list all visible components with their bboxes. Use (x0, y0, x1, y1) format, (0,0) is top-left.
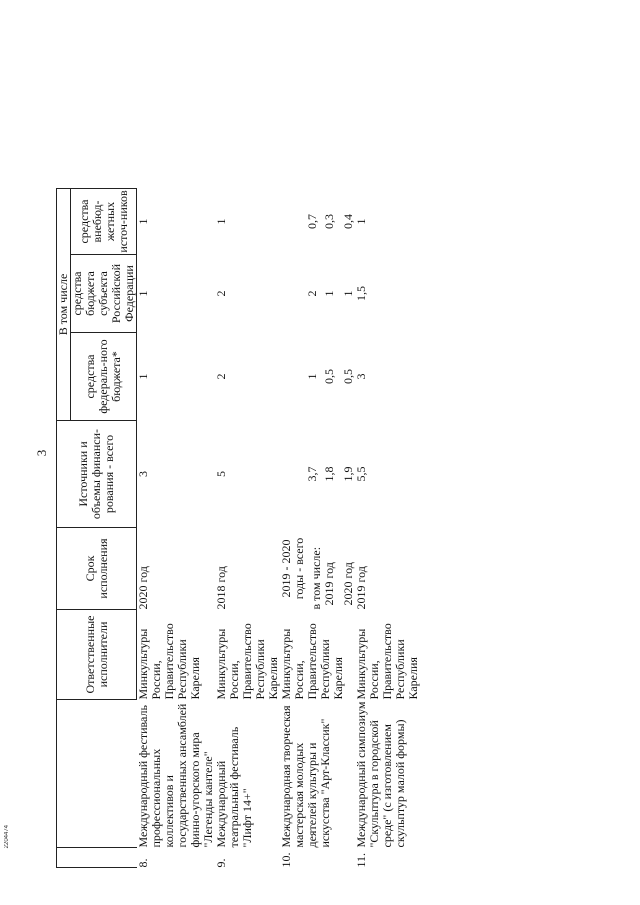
row-total-block (280, 421, 355, 528)
row-subject: 2 (304, 290, 319, 297)
row-extra: 1 (353, 218, 368, 225)
row-subject-block (280, 255, 355, 333)
row-federal: 1 (136, 373, 150, 380)
header-federal: средства федераль-ного бюджета* (71, 333, 137, 421)
row-term-block (280, 528, 355, 610)
document-stamp: 2204474 (4, 825, 10, 849)
row-extra-block (280, 189, 355, 255)
header-name (57, 700, 137, 848)
row-term: 2020 год (136, 566, 150, 610)
row-executors: Минкультуры России, Правительство Республики Карелия (278, 623, 345, 700)
row-executors: Минкультуры России, Правительство Республики Карелия (353, 623, 420, 700)
row-name: Международный симпозиум "Скульптура в городской среде" (с изготовлением скульптур малой формы) (353, 701, 407, 848)
row-number: 8. (135, 858, 150, 868)
row-term: 2018 год (213, 566, 228, 610)
row-federal: 2 (213, 373, 228, 380)
program-table (56, 188, 420, 868)
row-subject: 2 (213, 290, 228, 297)
header-total: Источники и объемы финанси-рования - всего (57, 421, 137, 528)
row-name: Международный фестиваль профессиональных коллективов и государственных ансамблей финно-угорского мира "Легенды кантеле" (135, 703, 215, 848)
header-subject: средства бюджета субъекта Российской Федерации (71, 255, 137, 333)
row-subject: 1 (136, 290, 150, 297)
row-subject: 1,5 (353, 286, 368, 301)
row-total: 3,7 (304, 466, 319, 482)
row-federal-block (280, 333, 355, 421)
row-name: Международная творческая мастерская молодых деятелей культуры и искусства "Арт-Классик" (278, 705, 332, 848)
sub-term-2020: 2020 год (340, 562, 355, 606)
row-term: 2019 год (353, 566, 368, 610)
row-executors: Минкультуры России, Правительство Республики Карелия (213, 623, 280, 700)
row-total: 5,5 (353, 466, 368, 482)
sub-federal-2020: 0,5 (340, 369, 355, 384)
row-number: 10. (278, 852, 293, 868)
row-total: 5 (213, 471, 228, 477)
table-row (280, 189, 355, 868)
row-total: 3 (136, 471, 150, 477)
header-executors: Ответственные исполнители (57, 610, 137, 700)
sub-extra-2020: 0,4 (340, 214, 355, 229)
rotated-page (28, 38, 628, 868)
sub-subject-2019: 1 (321, 290, 336, 297)
table-row (137, 189, 215, 868)
table-row (215, 189, 280, 868)
row-number: 11. (353, 852, 368, 868)
sub-extra-2019: 0,3 (321, 214, 336, 229)
including-label: в том числе: (308, 546, 323, 610)
header-term: Срок исполнения (57, 528, 137, 610)
row-extra: 1 (136, 218, 150, 225)
row-federal: 1 (304, 373, 319, 380)
sub-term-2019: 2019 год (321, 562, 336, 606)
sub-federal-2019: 0,5 (321, 369, 336, 384)
row-extra: 1 (213, 218, 228, 225)
sub-subject-2020: 1 (340, 290, 355, 297)
header-including: В том числе (57, 189, 71, 421)
row-name: Международный театральный фестиваль "Лифт 14+" (213, 726, 254, 848)
header-extra: средства внебюд-жетных источ-ников (71, 189, 137, 255)
sub-total-2019: 1,8 (321, 466, 336, 482)
row-number: 9. (213, 858, 228, 868)
header-number (57, 848, 137, 868)
row-executors: Минкультуры России, Правительство Республики Карелия (136, 623, 202, 700)
page-number: 3 (34, 449, 49, 457)
row-federal: 3 (353, 373, 368, 380)
row-term: 2019 - 2020 годы - всего (278, 537, 306, 600)
row-extra: 0,7 (304, 214, 319, 229)
sub-total-2020: 1,9 (340, 466, 355, 482)
table-row (355, 189, 420, 868)
